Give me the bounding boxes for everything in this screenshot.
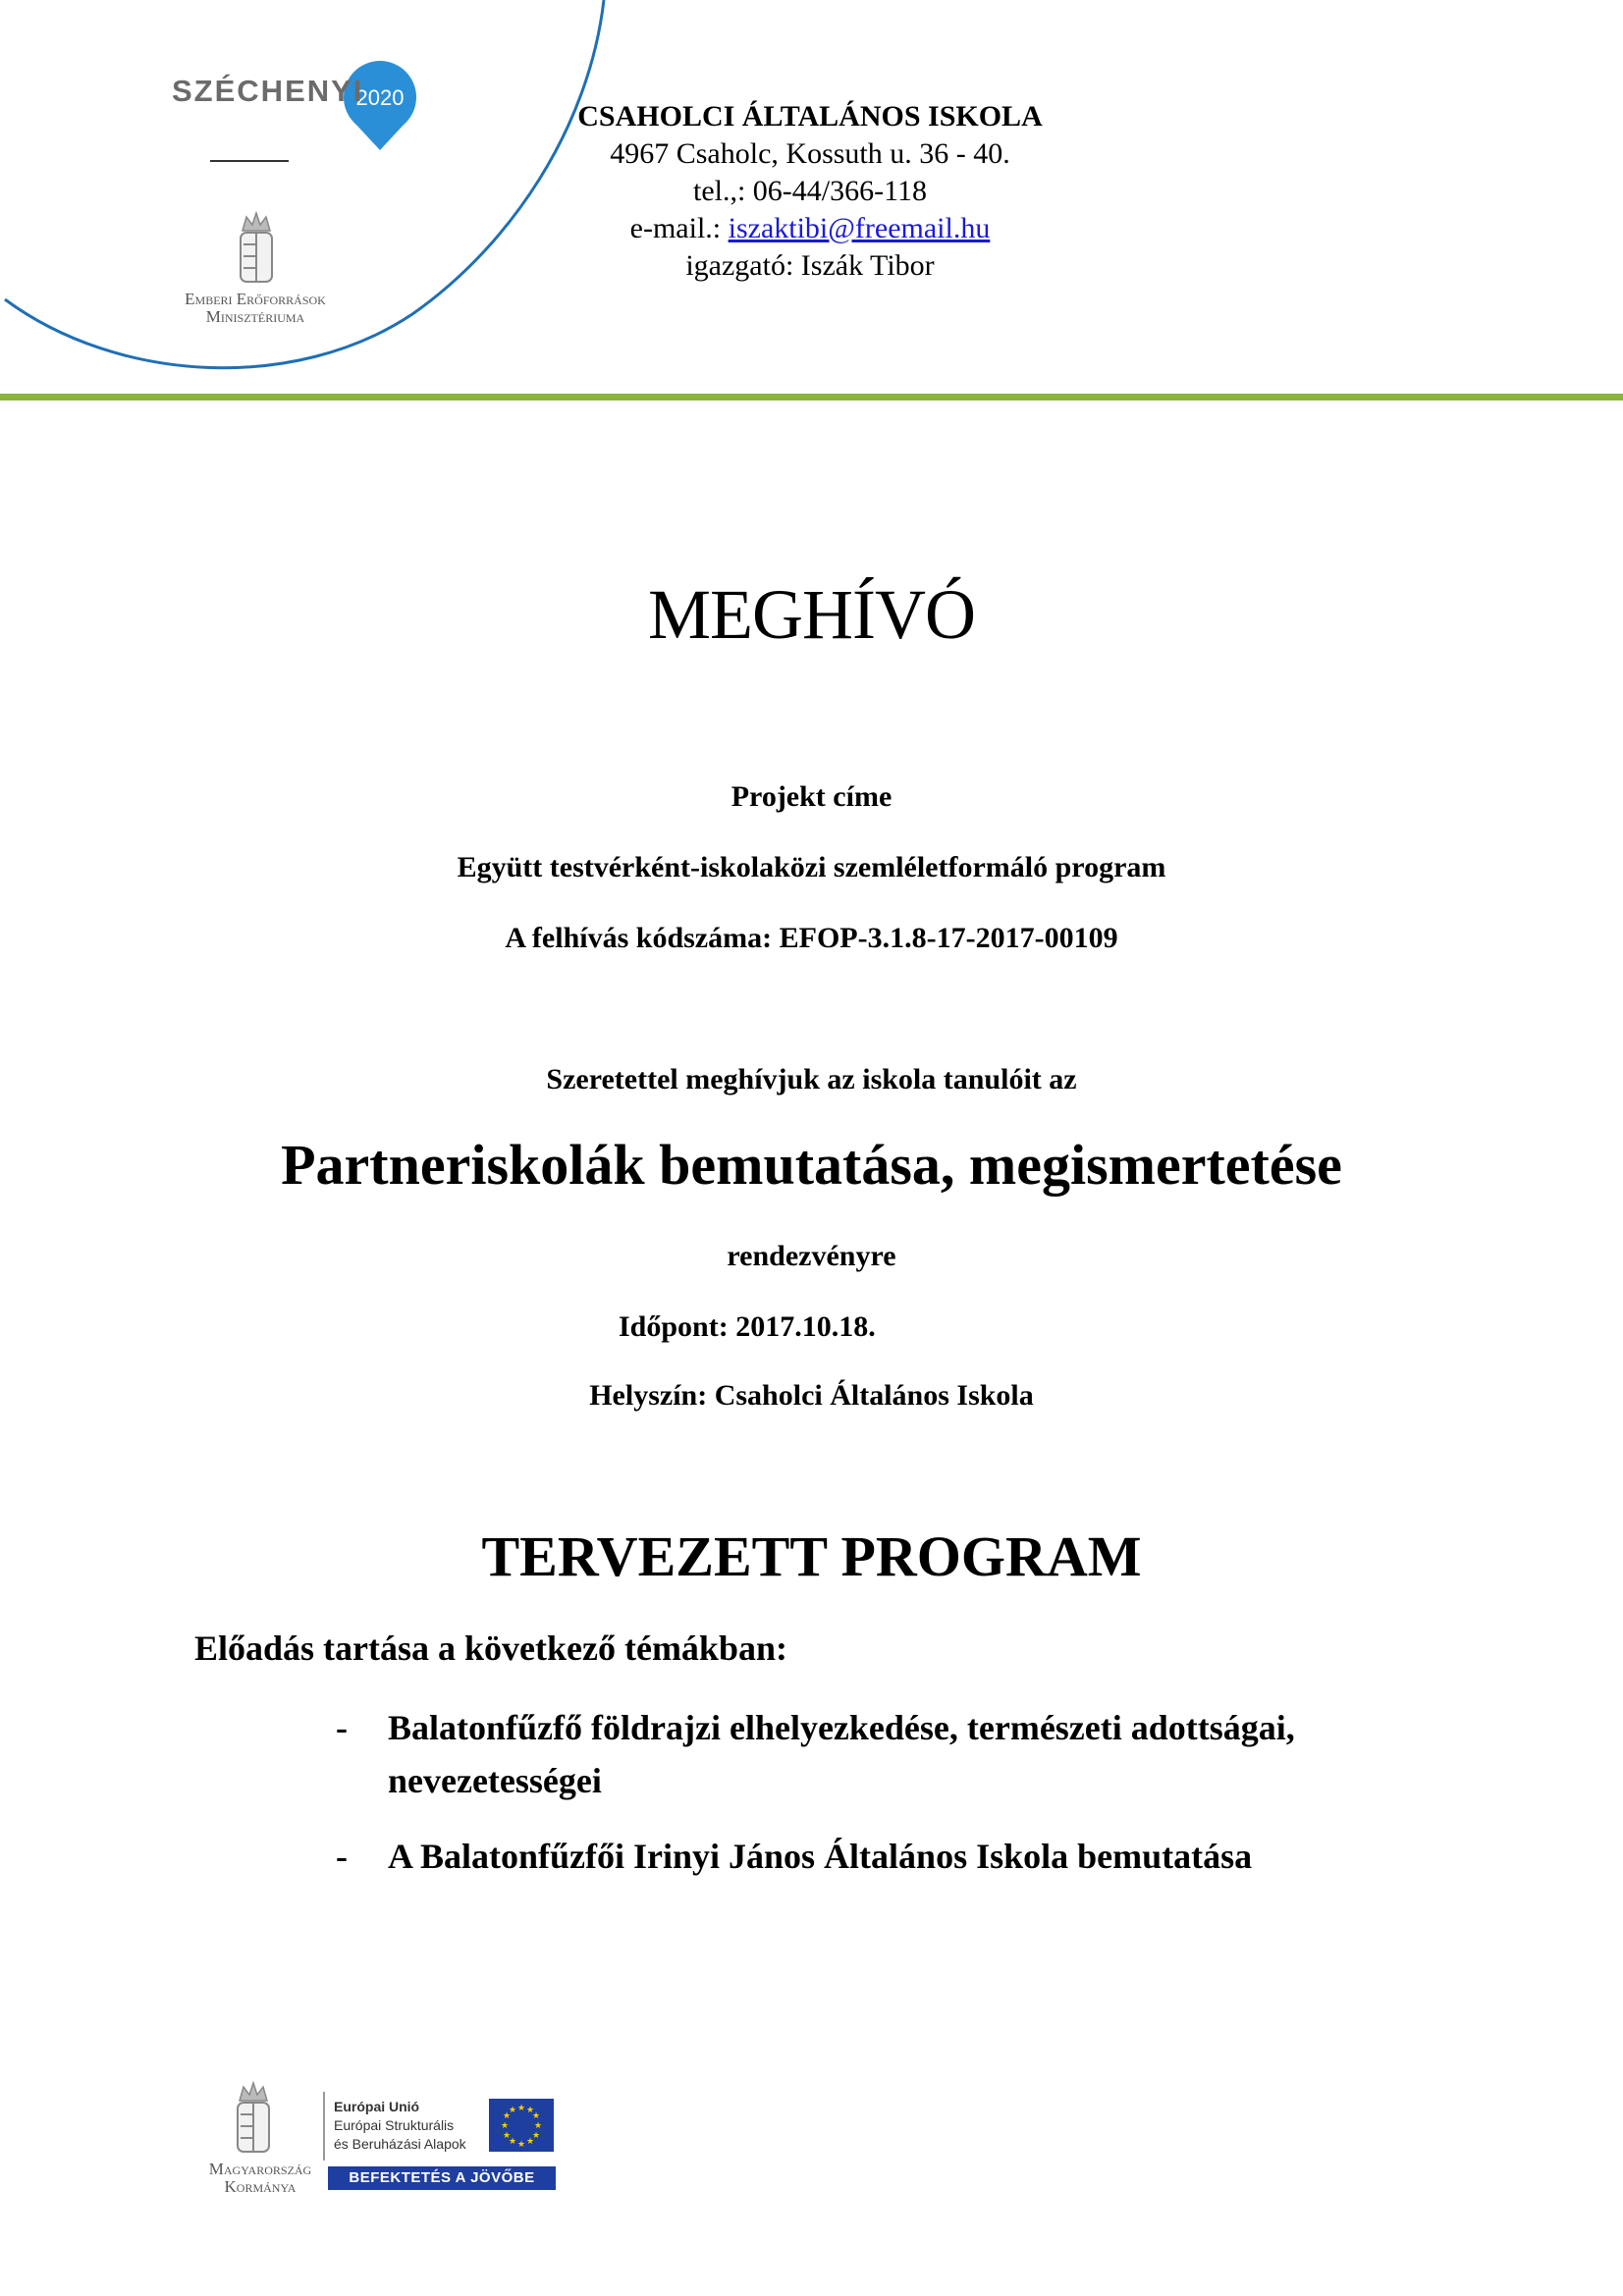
government-line-2: Kormánya	[224, 2177, 297, 2196]
event-suffix: rendezvényre	[727, 1240, 896, 1272]
list-item-line: Balatonfűzfő földrajzi elhelyezkedése, természeti adottságai,	[388, 1708, 1295, 1747]
school-email-line	[491, 210, 1129, 247]
school-address: 4967 Csaholc, Kossuth u. 36 - 40.	[610, 137, 1010, 170]
list-item-text	[388, 1701, 1468, 1807]
list-item-line: nevezetességei	[388, 1761, 602, 1800]
eu-fund-text	[334, 2098, 466, 2154]
brand-name: SZÉCHENYI	[172, 74, 364, 108]
school-name: CSAHOLCI ÁLTALÁNOS ISKOLA	[577, 100, 1043, 133]
eu-line-3: és Beruházási Alapok	[334, 2136, 466, 2152]
event-location: Helyszín: Csaholci Általános Iskola	[589, 1379, 1034, 1412]
header-divider	[0, 394, 1623, 400]
school-phone: tel.,: 06-44/366-118	[692, 175, 928, 207]
svg-text:★: ★	[502, 2131, 512, 2141]
email-link[interactable]: iszaktibi@freemail.hu	[728, 212, 991, 244]
bullet-dash: -	[336, 1837, 348, 1876]
eu-divider	[322, 2092, 328, 2161]
svg-text:★: ★	[531, 2111, 541, 2121]
ministry-line-2: Minisztériuma	[205, 307, 305, 326]
event-date: Időpont: 2017.10.18.	[619, 1310, 876, 1343]
invite-line: Szeretettel meghívjuk az iskola tanulóit az	[546, 1063, 1077, 1095]
page-title: MEGHÍVÓ	[648, 575, 975, 654]
svg-text:★: ★	[502, 2111, 512, 2121]
coat-of-arms-icon	[234, 2081, 273, 2160]
call-code: A felhívás kódszáma: EFOP-3.1.8-17-2017-00109	[505, 922, 1118, 954]
program-title: TERVEZETT PROGRAM	[481, 1524, 1142, 1588]
brand-year: 2020	[355, 85, 405, 110]
project-name: Együtt testvérként-iskolaközi szemléletformáló program	[457, 851, 1166, 883]
government-line-1: Magyarország	[208, 2160, 312, 2178]
event-title: Partneriskolák bemutatása, megismertetése	[281, 1133, 1342, 1197]
svg-text:★: ★	[508, 2106, 517, 2115]
school-director: igazgató: Iszák Tibor	[685, 249, 935, 282]
eu-banner: BEFEKTETÉS A JÖVŐBE	[328, 2166, 556, 2190]
ministry-line-1: Emberi Erőforrások	[185, 290, 326, 308]
svg-text:★: ★	[516, 2140, 526, 2150]
project-label: Projekt címe	[730, 780, 893, 813]
svg-text:★: ★	[500, 2121, 510, 2131]
brand-underline	[210, 160, 289, 162]
svg-text:★: ★	[508, 2137, 517, 2147]
lecture-intro: Előadás tartása a következő témákban:	[194, 1629, 787, 1668]
svg-text:★: ★	[516, 2104, 526, 2113]
school-contact-block	[491, 98, 1129, 285]
ministry-name	[157, 291, 353, 326]
eu-line-1: Európai Unió	[334, 2099, 420, 2114]
list-item-text: A Balatonfűzfői Irinyi János Általános Iskola bemutatása	[388, 1837, 1253, 1876]
eu-line-2: Európai Strukturális	[334, 2117, 455, 2133]
government-name	[187, 2161, 334, 2196]
svg-text:★: ★	[533, 2121, 543, 2131]
svg-text:★: ★	[531, 2131, 541, 2141]
bullet-dash: -	[336, 1708, 348, 1747]
coat-of-arms-icon	[241, 213, 272, 282]
eu-flag-icon	[489, 2099, 554, 2152]
email-label: e-mail.:	[629, 212, 729, 244]
svg-text:★: ★	[525, 2106, 535, 2115]
svg-text:★: ★	[525, 2137, 535, 2147]
